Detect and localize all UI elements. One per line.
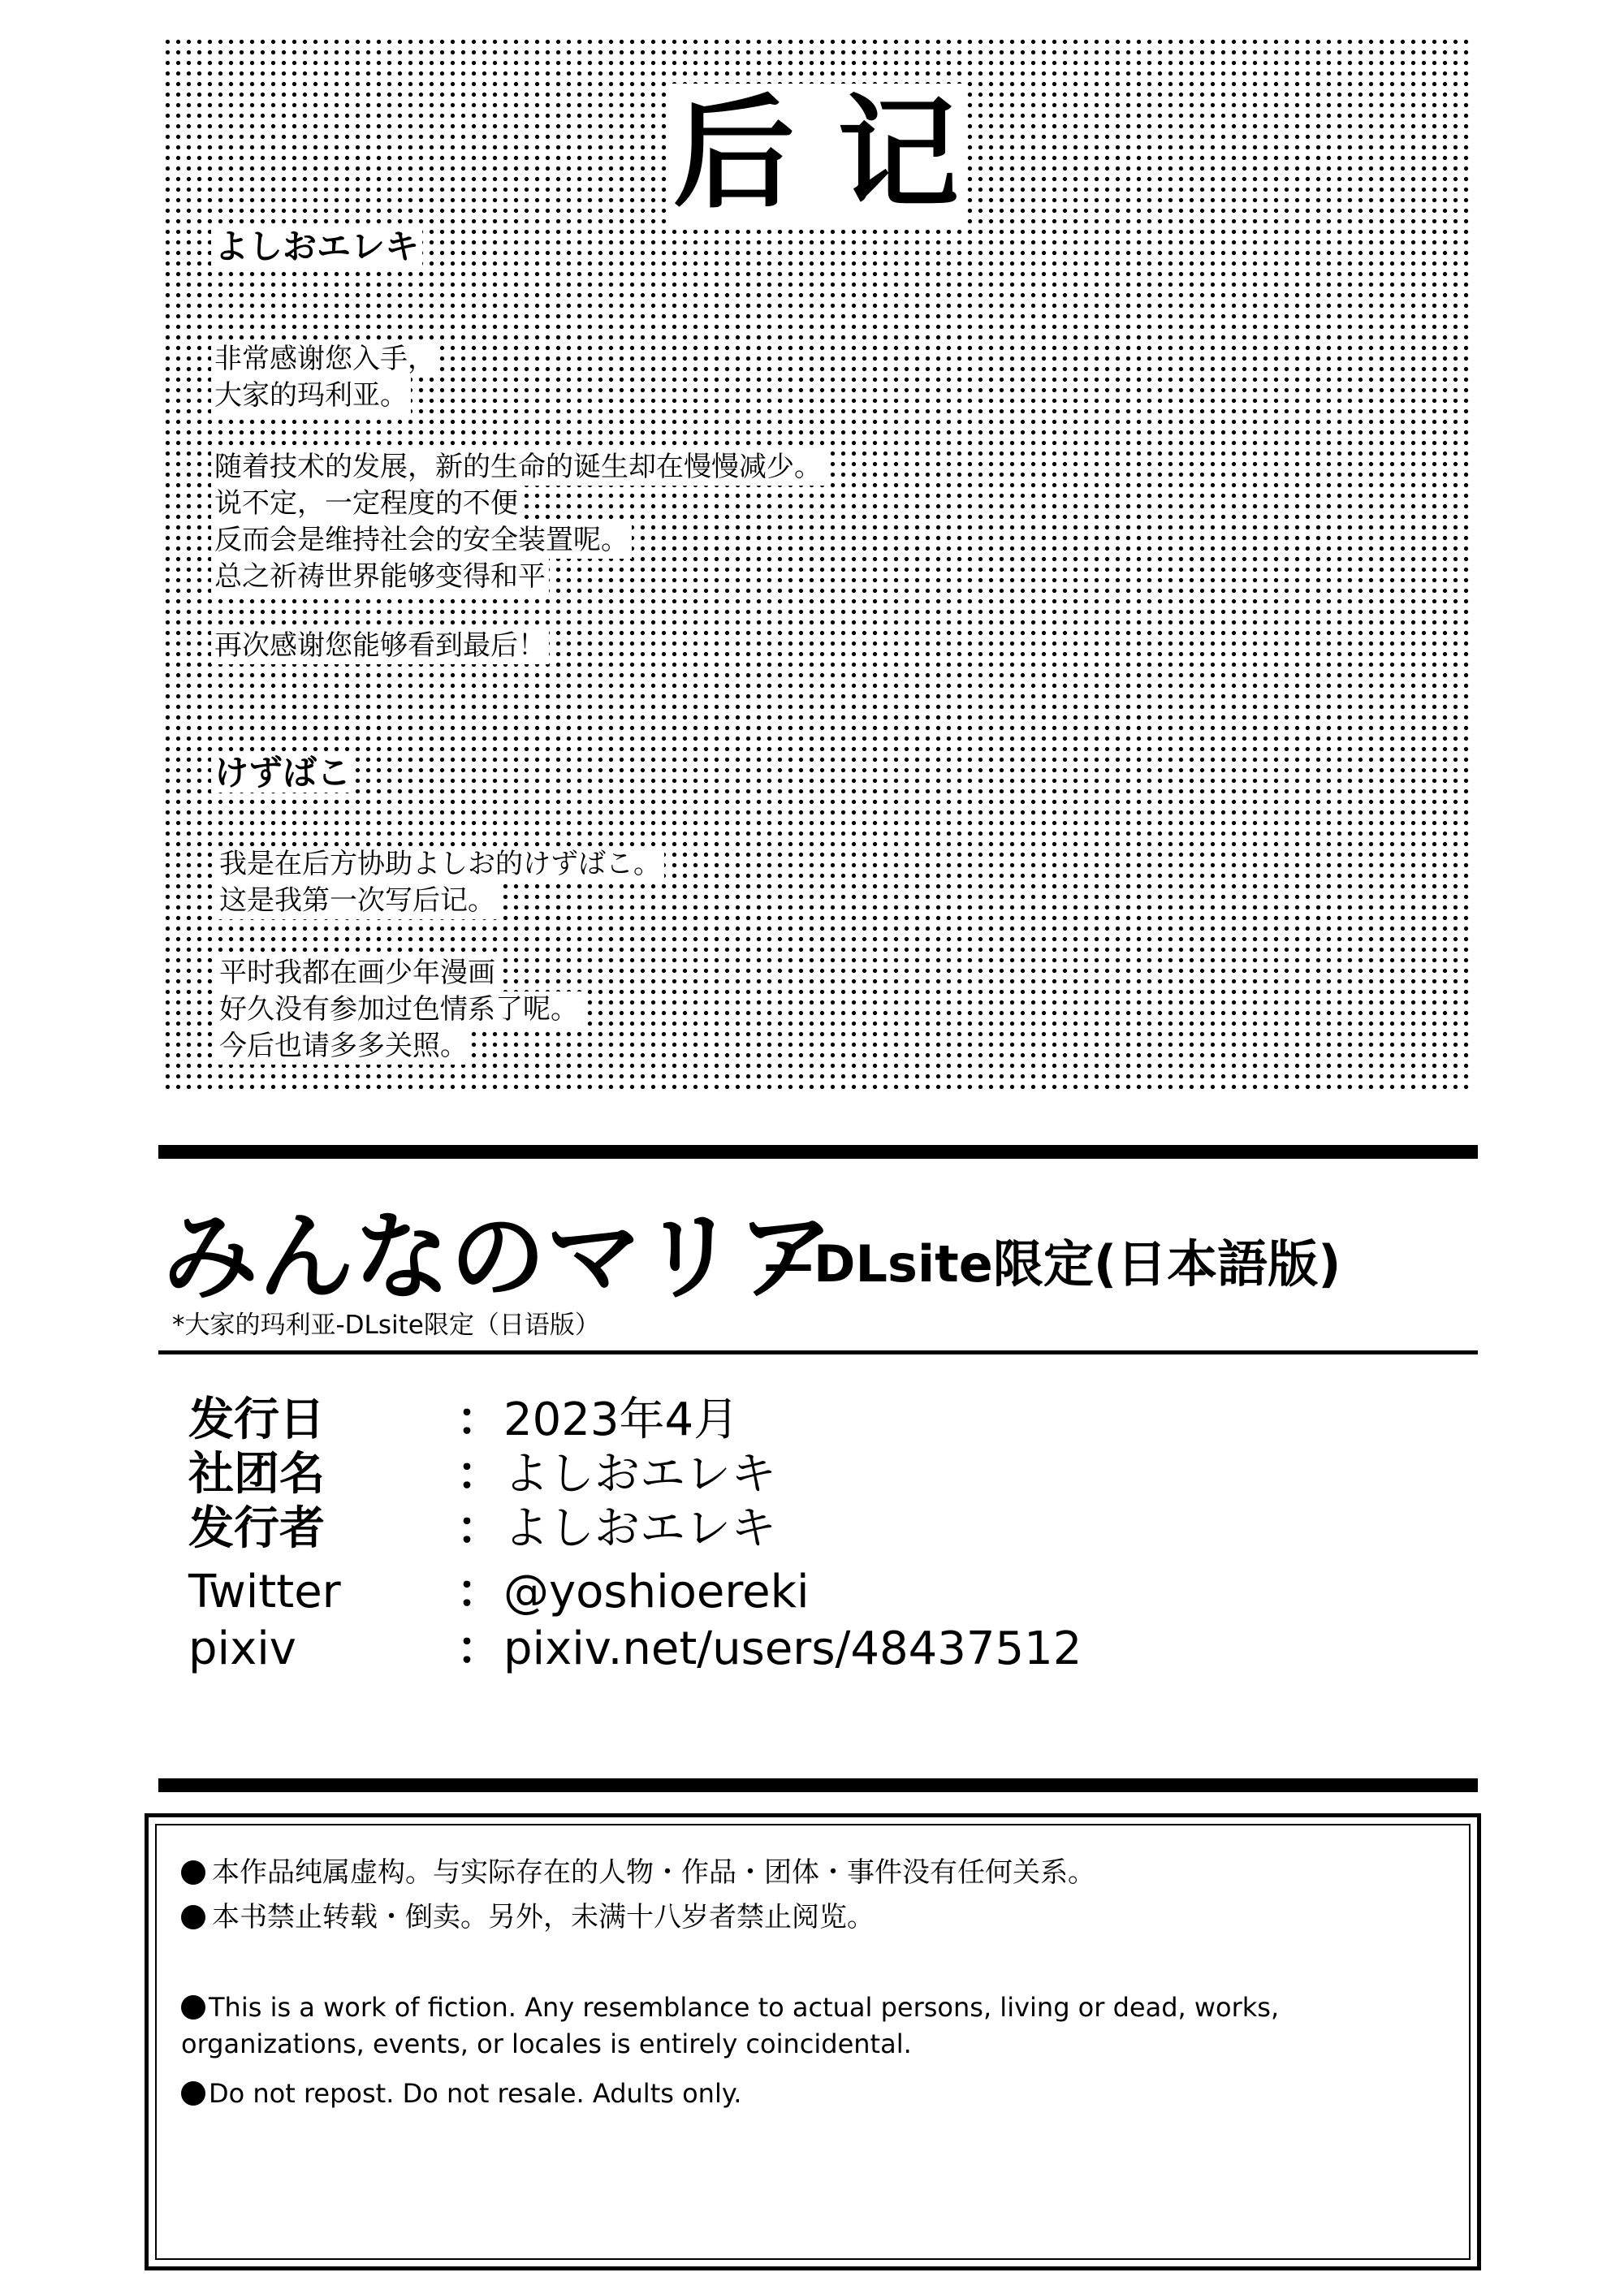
- info-label-pixiv: pixiv: [188, 1622, 296, 1675]
- divider-rule: [158, 1145, 1478, 1159]
- info-colon: ：: [456, 1622, 502, 1675]
- info-label-circle: 社团名: [188, 1448, 325, 1501]
- info-label-release-date: 发行日: [188, 1393, 325, 1446]
- book-subtitle: *大家的玛利亚-DLsite限定（日语版）: [172, 1311, 600, 1340]
- info-value-pixiv: pixiv.net/users/48437512: [503, 1622, 1082, 1675]
- bullet-icon: [181, 2081, 205, 2106]
- info-value-publisher: よしおエレキ: [503, 1502, 776, 1555]
- notice-line-zh: 本作品纯属虚构。与实际存在的人物・作品・团体・事件没有任何关系。: [181, 1854, 1095, 1891]
- info-colon: ：: [456, 1448, 502, 1501]
- afterword-panel: [162, 37, 1470, 1091]
- bullet-icon: [181, 1905, 205, 1929]
- afterword-paragraph: 再次感谢您能够看到最后！: [211, 628, 549, 664]
- notice-line-en: This is a work of fiction. Any resemblance to actual persons, living or dead, works,: [181, 1989, 1279, 2025]
- info-label-twitter: Twitter: [188, 1566, 341, 1618]
- afterword-paragraph: 我是在后方协助よしお的けずばこ。 这是我第一次写后记。: [216, 846, 664, 919]
- notice-line-en: Do not repost. Do not resale. Adults only.: [181, 2076, 741, 2111]
- divider-rule: [158, 1778, 1478, 1792]
- divider-rule: [158, 1350, 1478, 1354]
- info-label-publisher: 发行者: [188, 1502, 325, 1555]
- author-name-kezubako: けずばこ: [211, 751, 354, 795]
- notice-line-zh: 本书禁止转载・倒卖。另外，未满十八岁者禁止阅览。: [181, 1899, 875, 1936]
- info-colon: ：: [456, 1393, 502, 1446]
- afterword-title: 后 记: [162, 89, 1470, 219]
- book-title: みんなのマリア: [162, 1201, 834, 1313]
- bullet-icon: [181, 1995, 205, 2020]
- afterword-paragraph: 非常感谢您入手， 大家的玛利亚。: [211, 341, 438, 414]
- info-value-twitter: @yoshioereki: [503, 1566, 810, 1618]
- bullet-icon: [181, 1860, 205, 1885]
- info-value-release-date: 2023年4月: [503, 1393, 740, 1446]
- info-value-circle: よしおエレキ: [503, 1448, 776, 1501]
- info-colon: ：: [456, 1566, 502, 1618]
- notice-box: [145, 1813, 1481, 2270]
- book-edition: —DLsite限定(日本語版): [763, 1234, 1341, 1294]
- notice-line-en: organizations, events, or locales is entirely coincidental.: [181, 2028, 912, 2059]
- info-colon: ：: [456, 1502, 502, 1555]
- afterword-paragraph: 平时我都在画少年漫画 好久没有参加过色情系了呢。 今后也请多多关照。: [216, 955, 581, 1065]
- afterword-paragraph: 随着技术的发展，新的生命的诞生却在慢慢减少。 说不定，一定程度的不便 反而会是维持社会的安全装置呢。 总之祈祷世界能够变得和平: [211, 449, 825, 595]
- author-name-yoshioereki: よしおエレキ: [211, 225, 422, 269]
